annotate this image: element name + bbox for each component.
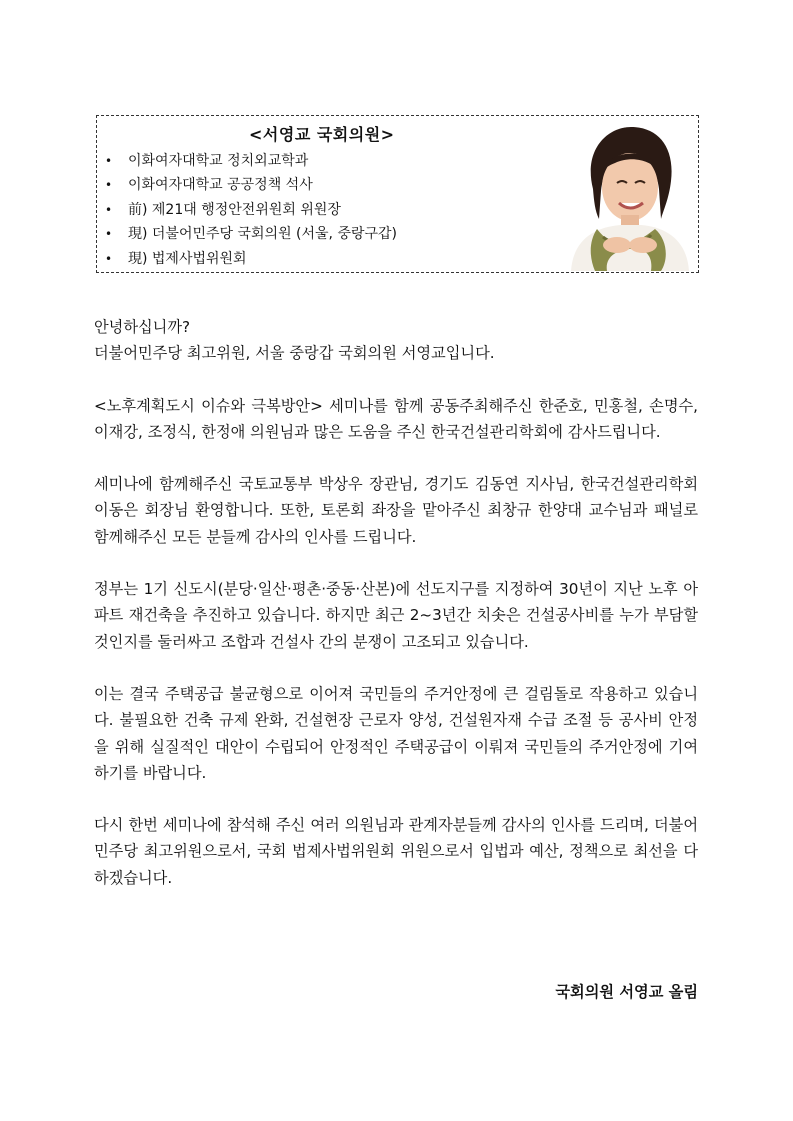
bio-list — [105, 149, 397, 271]
bullet-icon: • — [105, 227, 113, 242]
greeting: 안녕하십니까? — [94, 318, 191, 336]
bio-item-text: 現) 더불어민주당 국회의원 (서울, 중랑구갑) — [128, 226, 398, 243]
bio-item — [105, 198, 397, 222]
portrait-photo — [563, 119, 695, 271]
bio-item-text: 이화여자대학교 정치외교학과 — [128, 153, 309, 169]
bio-item-text: 이화여자대학교 공공정책 석사 — [128, 177, 313, 194]
intro: 더불어민주당 최고위원, 서울 중랑갑 국회의원 서영교입니다. — [94, 344, 495, 363]
bio-item — [105, 222, 397, 246]
letter-body — [94, 314, 698, 891]
paragraph: <노후계획도시 이슈와 극복방안> 세미나를 함께 공동주최해주신 한준호, 민홍철, 손명수, 이재강, 조정식, 한정애 의원님과 많은 도움을 주신 한국건설관리학회에 감사드립니다. — [94, 396, 698, 441]
paragraph: 정부는 1기 신도시(분당·일산·평촌·중동·산본)에 선도지구를 지정하여 30년이 지난 노후 아파트 재건축을 추진하고 있습니다. 하지만 최근 2~3년간 치솟은 건설공사비를 누가 부담할 것인지를 둘러싸고 조합과 건설사 간의 분쟁이 고조되고 있습니다. — [94, 580, 698, 651]
bio-item-text: 前) 제21대 행정안전위원회 위원장 — [128, 201, 341, 218]
bio-item — [105, 149, 397, 173]
bio-item — [105, 247, 397, 271]
bullet-icon: • — [105, 202, 113, 217]
bio-item — [105, 173, 397, 197]
bullet-icon: • — [105, 251, 113, 266]
profile-title: <서영교 국회의원> — [249, 125, 395, 144]
paragraph: 이는 결국 주택공급 불균형으로 이어져 국민들의 주거안정에 큰 걸림돌로 작용하고 있습니다. 불필요한 건축 규제 완화, 건설현장 근로자 양성, 건설원자재 수급 조절 등 공사비 안정을 위해 실질적인 대안이 수립되어 안정적인 주택공급이 이뤄져 국민들의 주거안정에 기여하기를 바랍니다. — [94, 684, 698, 782]
profile-box — [96, 115, 699, 273]
bullet-icon: • — [105, 154, 113, 168]
bullet-icon: • — [105, 178, 113, 193]
paragraph: 다시 한번 세미나에 참석해 주신 여러 의원님과 관계자분들께 감사의 인사를 드리며, 더불어민주당 최고위원으로서, 국회 법제사법위원회 위원으로서 입법과 예산, 정책으로 최선을 다하겠습니다. — [94, 816, 698, 887]
signature: 국회의원 서영교 올림 — [555, 983, 698, 1001]
bio-item-text: 現) 법제사법위원회 — [128, 250, 247, 267]
paragraph: 세미나에 함께해주신 국토교통부 박상우 장관님, 경기도 김동연 지사님, 한국건설관리학회 이동은 회장님 환영합니다. 또한, 토론회 좌장을 맡아주신 최창규 한양대 교수님과 패널로 함께해주신 모든 분들께 감사의 인사를 드립니다. — [94, 475, 698, 546]
